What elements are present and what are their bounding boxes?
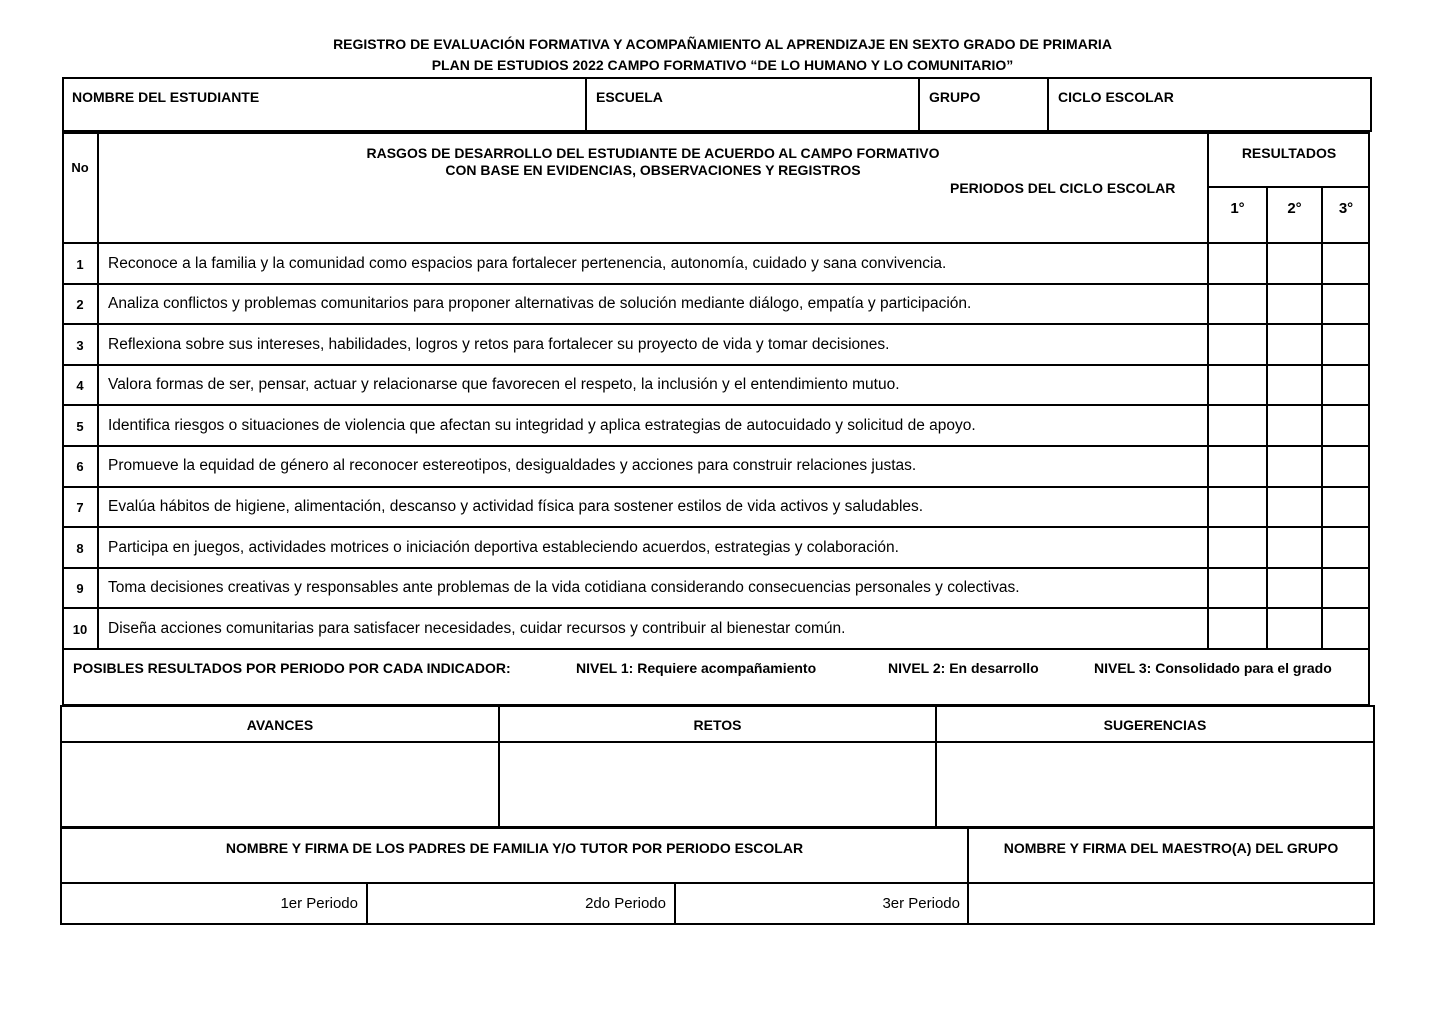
divider: [585, 77, 587, 132]
trait-text: Evalúa hábitos de higiene, alimentación, descanso y actividad física para sostener estilos de vida activos y saludables.: [108, 498, 924, 515]
level-1-legend: NIVEL 1: Requiere acompañamiento: [576, 660, 817, 676]
divider: [918, 77, 920, 132]
period-3-signature-label: 3er Periodo: [882, 895, 960, 912]
result-cell-period-2[interactable]: [1268, 244, 1321, 282]
levels-legend-label: POSIBLES RESULTADOS POR PERIODO POR CADA INDICADOR:: [73, 660, 511, 676]
row-number: 8: [76, 541, 84, 556]
result-cell-period-2[interactable]: [1268, 609, 1321, 647]
challenges-field[interactable]: [502, 745, 933, 825]
challenges-header: RETOS: [693, 717, 742, 733]
result-cell-period-3[interactable]: [1323, 285, 1369, 323]
result-cell-period-1[interactable]: [1209, 528, 1266, 566]
trait-text: Reflexiona sobre sus intereses, habilidades, logros y retos para fortalecer su proyecto de vida y tomar decisiones.: [108, 336, 890, 353]
school-cycle-field[interactable]: [1058, 110, 1358, 128]
row-number: 6: [76, 459, 84, 474]
divider: [60, 741, 1375, 743]
trait-text: Toma decisiones creativas y responsables ante problemas de la vida cotidiana considerando consecuencias personales y colectivas.: [108, 579, 1020, 596]
row-number: 7: [76, 500, 84, 515]
school-field[interactable]: [596, 110, 906, 128]
result-cell-period-3[interactable]: [1323, 609, 1369, 647]
result-cell-period-1[interactable]: [1209, 488, 1266, 526]
divider: [62, 648, 1370, 650]
row-number: 2: [76, 297, 84, 312]
result-cell-period-2[interactable]: [1268, 528, 1321, 566]
period-1-signature-label: 1er Periodo: [280, 895, 358, 912]
result-cell-period-2[interactable]: [1268, 325, 1321, 363]
result-cell-period-1[interactable]: [1209, 609, 1266, 647]
trait-text: Participa en juegos, actividades motrices o iniciación deportiva estableciendo acuerdos, estrategias y colaboración.: [108, 539, 899, 556]
school-cycle-label: CICLO ESCOLAR: [1058, 89, 1174, 105]
result-cell-period-2[interactable]: [1268, 285, 1321, 323]
result-cell-period-3[interactable]: [1323, 406, 1369, 444]
divider: [62, 283, 1370, 285]
result-cell-period-1[interactable]: [1209, 244, 1266, 282]
row-number: 9: [76, 581, 84, 596]
group-field[interactable]: [929, 110, 1039, 128]
result-cell-period-2[interactable]: [1268, 488, 1321, 526]
result-cell-period-3[interactable]: [1323, 447, 1369, 485]
school-label: ESCUELA: [596, 89, 663, 105]
result-cell-period-3[interactable]: [1323, 569, 1369, 607]
traits-header-line2: CON BASE EN EVIDENCIAS, OBSERVACIONES Y REGISTROS: [445, 162, 861, 178]
result-cell-period-2[interactable]: [1268, 366, 1321, 404]
suggestions-field[interactable]: [939, 745, 1371, 825]
document-subtitle: PLAN DE ESTUDIOS 2022 CAMPO FORMATIVO “DE LO HUMANO Y LO COMUNITARIO”: [431, 57, 1014, 73]
divider: [62, 323, 1370, 325]
row-number: 4: [76, 378, 84, 393]
periods-header: PERIODOS DEL CICLO ESCOLAR: [950, 180, 1176, 196]
student-name-field[interactable]: [72, 110, 572, 128]
traits-header-line1: RASGOS DE DESARROLLO DEL ESTUDIANTE DE ACUERDO AL CAMPO FORMATIVO: [366, 145, 940, 161]
trait-text: Diseña acciones comunitarias para satisfacer necesidades, cuidar recursos y contribuir al bienestar común.: [108, 620, 846, 637]
document-title: REGISTRO DE EVALUACIÓN FORMATIVA Y ACOMPAÑAMIENTO AL APRENDIZAJE EN SEXTO GRADO DE PRIMARIA: [333, 36, 1112, 52]
trait-text: Identifica riesgos o situaciones de violencia que afectan su integridad y aplica estrategias de autocuidado y solicitud de apoyo.: [108, 417, 976, 434]
teacher-signature-header: NOMBRE Y FIRMA DEL MAESTRO(A) DEL GRUPO: [1003, 840, 1339, 856]
divider: [1047, 77, 1049, 132]
result-cell-period-1[interactable]: [1209, 569, 1266, 607]
result-cell-period-1[interactable]: [1209, 285, 1266, 323]
divider: [62, 567, 1370, 569]
group-label: GRUPO: [929, 89, 981, 105]
divider: [60, 882, 1375, 884]
result-cell-period-3[interactable]: [1323, 366, 1369, 404]
row-number: 1: [76, 257, 84, 272]
result-cell-period-1[interactable]: [1209, 447, 1266, 485]
row-number: 3: [76, 338, 84, 353]
divider: [62, 404, 1370, 406]
result-cell-period-3[interactable]: [1323, 325, 1369, 363]
trait-text: Valora formas de ser, pensar, actuar y relacionarse que favorecen el respeto, la inclusión y el entendimiento mutuo.: [108, 376, 900, 393]
period-3-header: 3°: [1338, 200, 1354, 217]
divider: [62, 445, 1370, 447]
result-cell-period-3[interactable]: [1323, 244, 1369, 282]
divider: [1207, 186, 1369, 188]
period-2-signature-label: 2do Periodo: [585, 895, 666, 912]
student-name-label: NOMBRE DEL ESTUDIANTE: [72, 89, 260, 105]
level-3-legend: NIVEL 3: Consolidado para el grado: [1094, 660, 1332, 676]
no-column-header: No: [71, 160, 89, 175]
divider: [62, 607, 1370, 609]
results-header: RESULTADOS: [1241, 145, 1337, 161]
advances-field[interactable]: [64, 745, 496, 825]
divider: [62, 486, 1370, 488]
parents-signature-header: NOMBRE Y FIRMA DE LOS PADRES DE FAMILIA Y/O TUTOR POR PERIODO ESCOLAR: [225, 840, 804, 856]
result-cell-period-3[interactable]: [1323, 528, 1369, 566]
divider: [62, 364, 1370, 366]
result-cell-period-2[interactable]: [1268, 447, 1321, 485]
period-1-header: 1°: [1230, 200, 1245, 217]
suggestions-header: SUGERENCIAS: [1103, 717, 1207, 733]
trait-text: Promueve la equidad de género al reconocer estereotipos, desigualdades y acciones para construir relaciones justas.: [108, 457, 917, 474]
row-number: 10: [72, 622, 88, 637]
result-cell-period-3[interactable]: [1323, 488, 1369, 526]
result-cell-period-1[interactable]: [1209, 366, 1266, 404]
teacher-signature-field[interactable]: [971, 886, 1371, 922]
result-cell-period-2[interactable]: [1268, 569, 1321, 607]
advances-header: AVANCES: [246, 717, 314, 733]
level-2-legend: NIVEL 2: En desarrollo: [888, 660, 1039, 676]
result-cell-period-1[interactable]: [1209, 406, 1266, 444]
period-2-header: 2°: [1287, 200, 1302, 217]
row-number: 5: [76, 419, 84, 434]
trait-text: Analiza conflictos y problemas comunitarios para proponer alternativas de solución mediante diálogo, empatía y participación.: [108, 295, 972, 312]
divider: [62, 526, 1370, 528]
result-cell-period-1[interactable]: [1209, 325, 1266, 363]
trait-text: Reconoce a la familia y la comunidad como espacios para fortalecer pertenencia, autonomía, cuidado y sana convivencia.: [108, 255, 947, 272]
divider: [62, 242, 1370, 244]
result-cell-period-2[interactable]: [1268, 406, 1321, 444]
